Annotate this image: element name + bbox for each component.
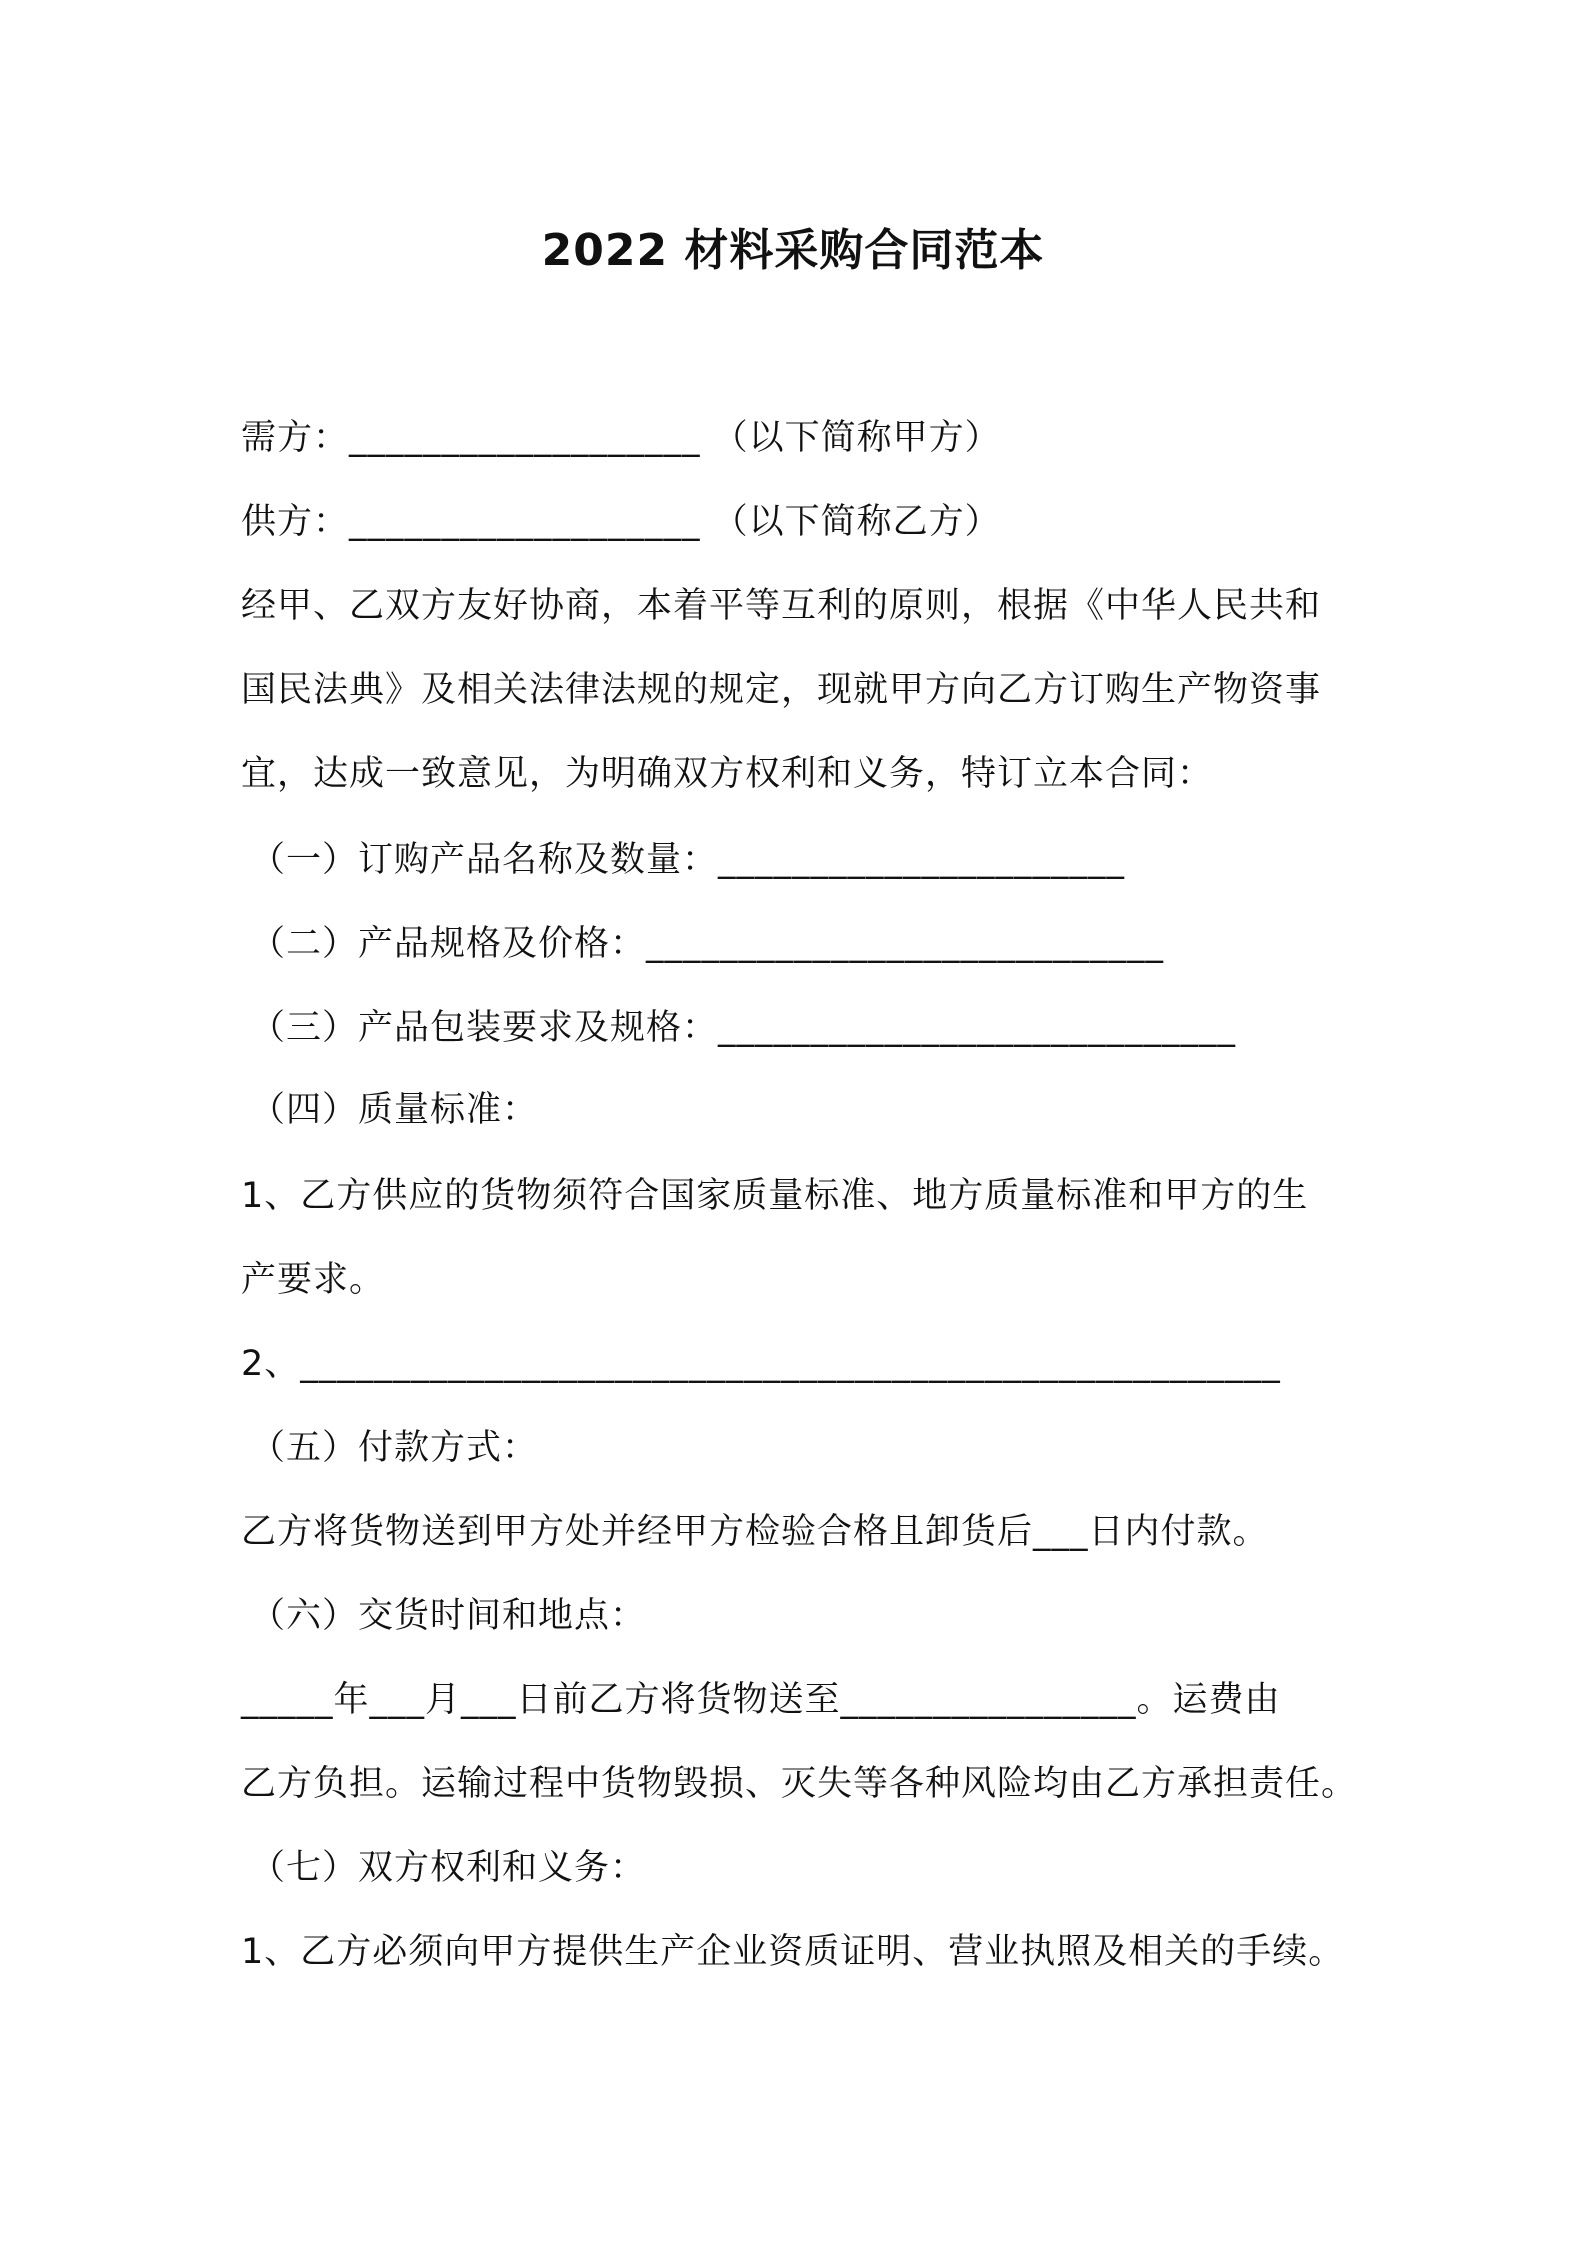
quality-clause-2: 2、_____________________________________________________ — [241, 1344, 1281, 1384]
section-5-heading: （五）付款方式： — [250, 1428, 539, 1468]
preamble-line-1: 经甲、乙双方友好协商，本着平等互利的原则，根据《中华人民共和 — [241, 586, 1322, 626]
section-6-heading: （六）交货时间和地点： — [250, 1596, 647, 1636]
rights-clause-1: 1、乙方必须向甲方提供生产企业资质证明、营业执照及相关的手续。 — [241, 1932, 1345, 1972]
section-2-heading: （二）产品规格及价格：____________________________ — [250, 924, 1165, 964]
payment-clause: 乙方将货物送到甲方处并经甲方检验合格且卸货后___日内付款。 — [241, 1512, 1269, 1552]
section-7-heading: （七）双方权利和义务： — [250, 1848, 647, 1888]
supplier-line: 供方：___________________ （以下简称乙方） — [241, 502, 1001, 542]
section-3-heading: （三）产品包装要求及规格：____________________________ — [250, 1008, 1237, 1048]
delivery-clause-line-2: 乙方负担。运输过程中货物毁损、灭失等各种风险均由乙方承担责任。 — [241, 1764, 1358, 1804]
document-title: 2022 材料采购合同范本 — [541, 225, 1045, 276]
buyer-line: 需方：___________________ （以下简称甲方） — [241, 418, 1001, 458]
preamble-line-2: 国民法典》及相关法律法规的规定，现就甲方向乙方订购生产物资事 — [241, 670, 1322, 710]
delivery-clause-line-1: _____年___月___日前乙方将货物送至________________。运费由 — [241, 1680, 1281, 1720]
section-4-heading: （四）质量标准： — [250, 1090, 539, 1130]
section-1-heading: （一）订购产品名称及数量：______________________ — [250, 840, 1126, 880]
preamble-line-3: 宜，达成一致意见，为明确双方权利和义务，特订立本合同： — [241, 754, 1214, 794]
quality-clause-1-line-2: 产要求。 — [241, 1260, 386, 1300]
quality-clause-1-line-1: 1、乙方供应的货物须符合国家质量标准、地方质量标准和甲方的生 — [241, 1176, 1309, 1216]
